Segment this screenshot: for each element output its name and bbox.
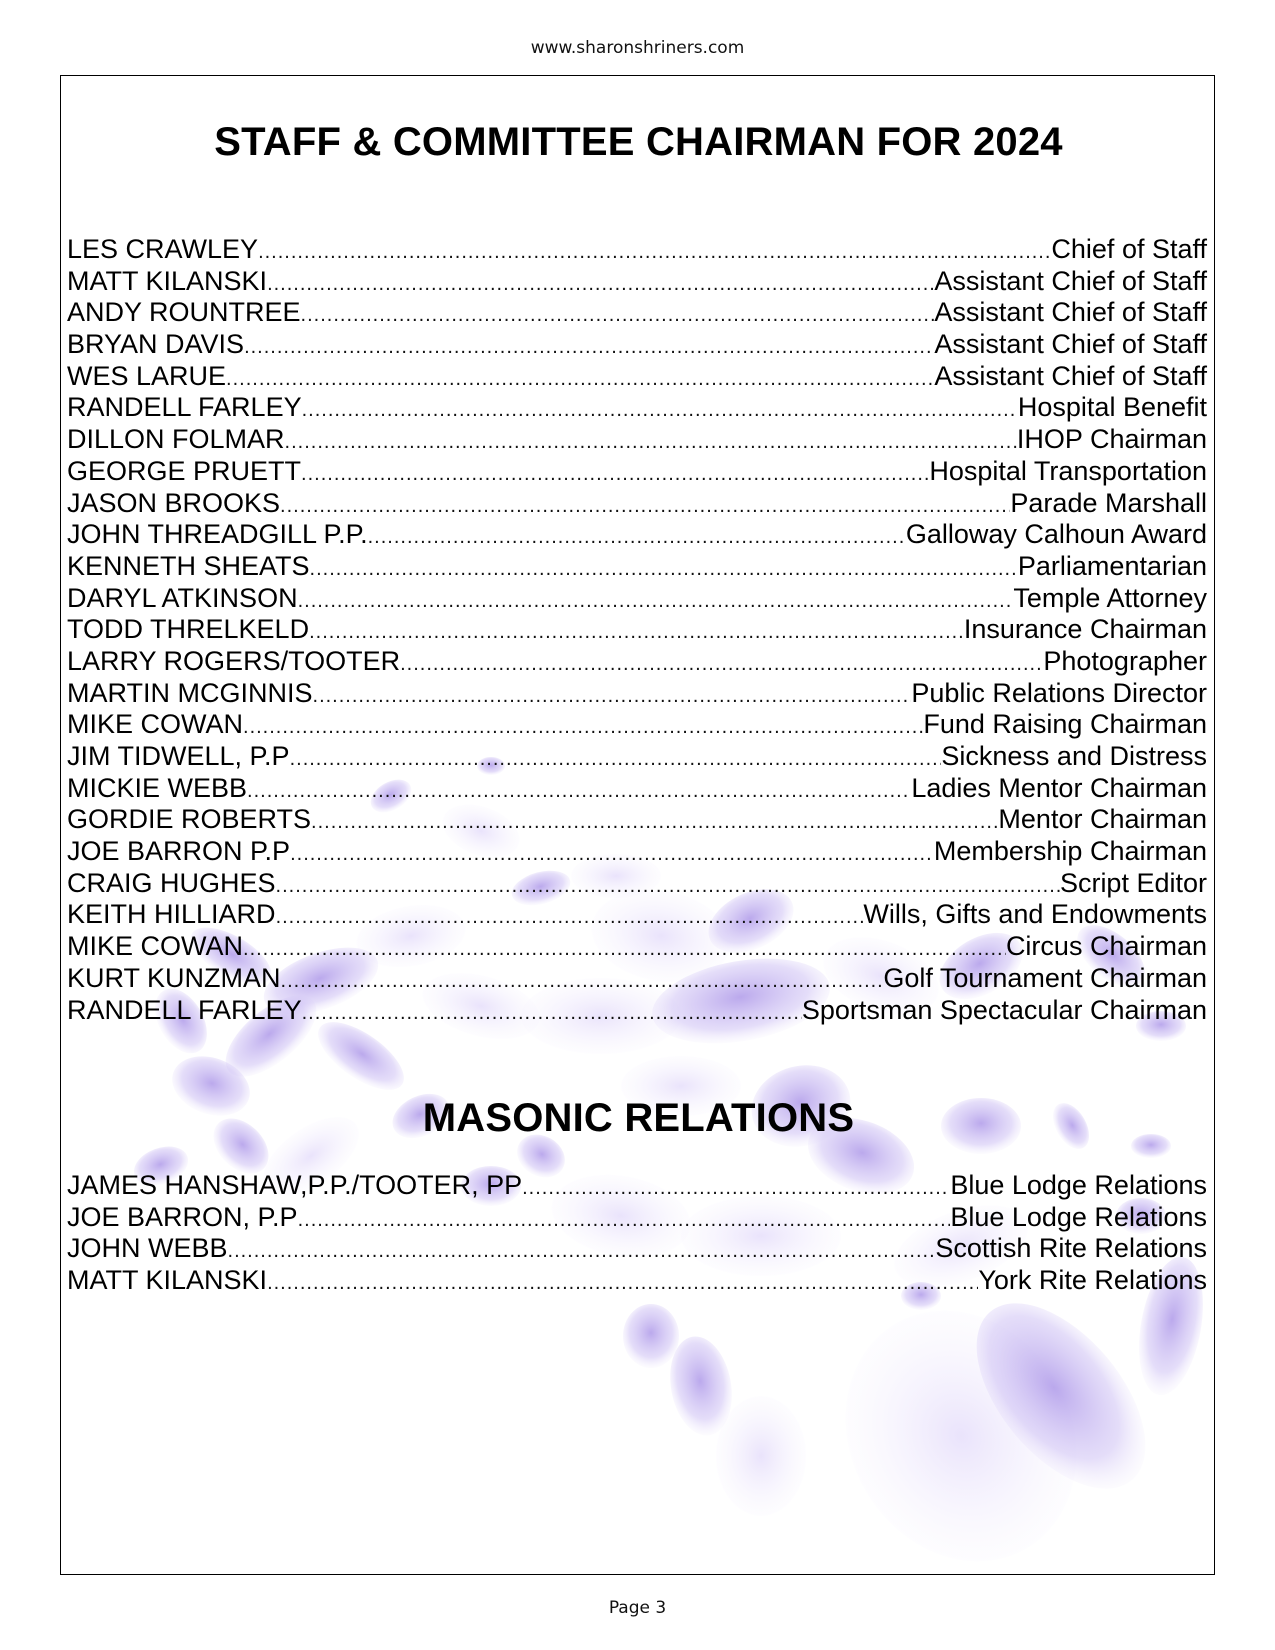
member-name: WES LARUE xyxy=(67,360,227,391)
dot-leader xyxy=(267,269,934,301)
dot-leader xyxy=(244,332,934,364)
list-item xyxy=(67,1202,1207,1234)
member-name: JOE BARRON, P.P xyxy=(67,1201,298,1232)
dot-leader xyxy=(228,1236,936,1268)
member-role: Mentor Chairman xyxy=(998,804,1207,835)
dot-leader xyxy=(281,966,884,998)
member-role: Hospital Benefit xyxy=(1017,392,1207,423)
dot-leader xyxy=(311,807,998,839)
list-item xyxy=(67,361,1207,393)
dot-leader xyxy=(290,744,942,776)
list-item xyxy=(67,741,1207,773)
dot-leader xyxy=(290,839,934,871)
member-name: RANDELL FARLEY xyxy=(67,994,302,1025)
list-item xyxy=(67,392,1207,424)
list-item xyxy=(67,836,1207,868)
dot-leader xyxy=(301,459,929,491)
dot-leader xyxy=(302,998,802,1030)
list-item xyxy=(67,804,1207,836)
member-role: Ladies Mentor Chairman xyxy=(911,772,1207,803)
dot-leader xyxy=(400,649,1043,681)
member-role: Parliamentarian xyxy=(1017,550,1207,581)
list-item xyxy=(67,297,1207,329)
masonic-roster xyxy=(67,1170,1207,1297)
dot-leader xyxy=(243,934,1006,966)
member-role: Photographer xyxy=(1043,645,1207,676)
member-name: MIKE COWAN xyxy=(67,709,244,740)
masonic-title: MASONIC RELATIONS xyxy=(422,1096,855,1140)
list-item xyxy=(67,995,1207,1027)
list-item xyxy=(67,424,1207,456)
dot-leader xyxy=(298,586,1014,618)
dot-leader xyxy=(309,617,964,649)
member-name: JOE BARRON P.P xyxy=(67,836,291,867)
member-role: Hospital Transportation xyxy=(929,455,1207,486)
list-item xyxy=(67,963,1207,995)
member-name: KURT KUNZMAN xyxy=(67,962,281,993)
list-item xyxy=(67,678,1207,710)
member-name: CRAIG HUGHES xyxy=(67,867,276,898)
member-name: MARTIN MCGINNIS xyxy=(67,677,313,708)
member-role: Membership Chairman xyxy=(933,836,1207,867)
member-name: MATT KILANSKI xyxy=(67,265,268,296)
page-number: Page 3 xyxy=(608,1598,667,1618)
list-item xyxy=(67,931,1207,963)
member-name: GORDIE ROBERTS xyxy=(67,804,312,835)
list-item xyxy=(67,551,1207,583)
member-role: Blue Lodge Relations xyxy=(950,1201,1207,1232)
member-name: ANDY ROUNTREE xyxy=(67,297,301,328)
list-item xyxy=(67,709,1207,741)
member-name: DARYL ATKINSON xyxy=(67,582,298,613)
dot-leader xyxy=(310,554,1018,586)
list-item xyxy=(67,234,1207,266)
member-name: MATT KILANSKI xyxy=(67,1265,268,1296)
page-frame xyxy=(60,75,1215,1575)
member-name: BRYAN DAVIS xyxy=(67,329,245,360)
member-role: Blue Lodge Relations xyxy=(950,1170,1207,1200)
dot-leader xyxy=(243,712,923,744)
list-item xyxy=(67,1265,1207,1297)
list-item xyxy=(67,868,1207,900)
member-role: IHOP Chairman xyxy=(1016,424,1207,455)
member-role: Assistant Chief of Staff xyxy=(934,297,1207,328)
list-item xyxy=(67,646,1207,678)
dot-leader xyxy=(226,364,934,396)
list-item xyxy=(67,488,1207,520)
page-content xyxy=(61,76,1215,1575)
member-role: Sportsman Spectacular Chairman xyxy=(801,994,1207,1025)
list-item xyxy=(67,1233,1207,1265)
member-name: LARRY ROGERS/TOOTER xyxy=(67,645,401,676)
member-name: LES CRAWLEY xyxy=(67,234,259,264)
dot-leader xyxy=(247,776,911,808)
member-role: Wills, Gifts and Endowments xyxy=(863,899,1207,930)
member-role: Script Editor xyxy=(1059,867,1207,898)
list-item xyxy=(67,614,1207,646)
member-role: Temple Attorney xyxy=(1013,582,1207,613)
list-item xyxy=(67,456,1207,488)
site-url: www.sharonshriners.com xyxy=(530,38,745,58)
member-name: MICKIE WEBB xyxy=(67,772,248,803)
dot-leader xyxy=(301,300,935,332)
member-role: Galloway Calhoun Award xyxy=(905,519,1207,550)
dot-leader xyxy=(276,871,1060,903)
member-name: KENNETH SHEATS xyxy=(67,550,310,581)
member-role: Public Relations Director xyxy=(911,677,1207,708)
dot-leader xyxy=(267,1268,978,1300)
list-item xyxy=(67,519,1207,551)
member-name: JOHN THREADGILL P.P. xyxy=(67,519,368,550)
member-name: MIKE COWAN xyxy=(67,931,244,962)
list-item xyxy=(67,266,1207,298)
member-role: York Rite Relations xyxy=(978,1265,1207,1296)
dot-leader xyxy=(298,1205,951,1237)
member-name: RANDELL FARLEY xyxy=(67,392,302,423)
member-role: Assistant Chief of Staff xyxy=(934,329,1207,360)
member-name: GEORGE PRUETT xyxy=(67,455,302,486)
member-role: Assistant Chief of Staff xyxy=(934,265,1207,296)
member-name: TODD THRELKELD xyxy=(67,614,310,645)
member-name: KEITH HILLIARD xyxy=(67,899,276,930)
member-role: Chief of Staff xyxy=(1051,234,1207,264)
dot-leader xyxy=(258,237,1051,269)
list-item xyxy=(67,583,1207,615)
dot-leader xyxy=(522,1173,950,1205)
member-role: Assistant Chief of Staff xyxy=(934,360,1207,391)
member-role: Scottish Rite Relations xyxy=(935,1233,1207,1264)
dot-leader xyxy=(313,681,912,713)
member-name: JOHN WEBB xyxy=(67,1233,228,1264)
list-item xyxy=(67,1170,1207,1202)
member-role: Golf Tournament Chairman xyxy=(883,962,1207,993)
member-role: Parade Marshall xyxy=(1010,487,1207,518)
member-role: Sickness and Distress xyxy=(941,741,1207,771)
member-name: JAMES HANSHAW,P.P./TOOTER, PP xyxy=(67,1170,523,1200)
dot-leader xyxy=(285,427,1017,459)
staff-title: STAFF & COMMITTEE CHAIRMAN FOR 2024 xyxy=(214,120,1063,164)
list-item xyxy=(67,329,1207,361)
dot-leader xyxy=(302,395,1018,427)
list-item xyxy=(67,773,1207,805)
staff-roster xyxy=(67,234,1207,1026)
member-role: Fund Raising Chairman xyxy=(923,709,1207,740)
member-name: DILLON FOLMAR xyxy=(67,424,285,455)
dot-leader xyxy=(280,491,1010,523)
list-item xyxy=(67,899,1207,931)
dot-leader xyxy=(276,902,864,934)
member-role: Insurance Chairman xyxy=(963,614,1207,645)
member-name: JIM TIDWELL, P.P xyxy=(67,741,290,771)
dot-leader xyxy=(368,522,906,554)
member-role: Circus Chairman xyxy=(1005,931,1207,962)
member-name: JASON BROOKS xyxy=(67,487,281,518)
